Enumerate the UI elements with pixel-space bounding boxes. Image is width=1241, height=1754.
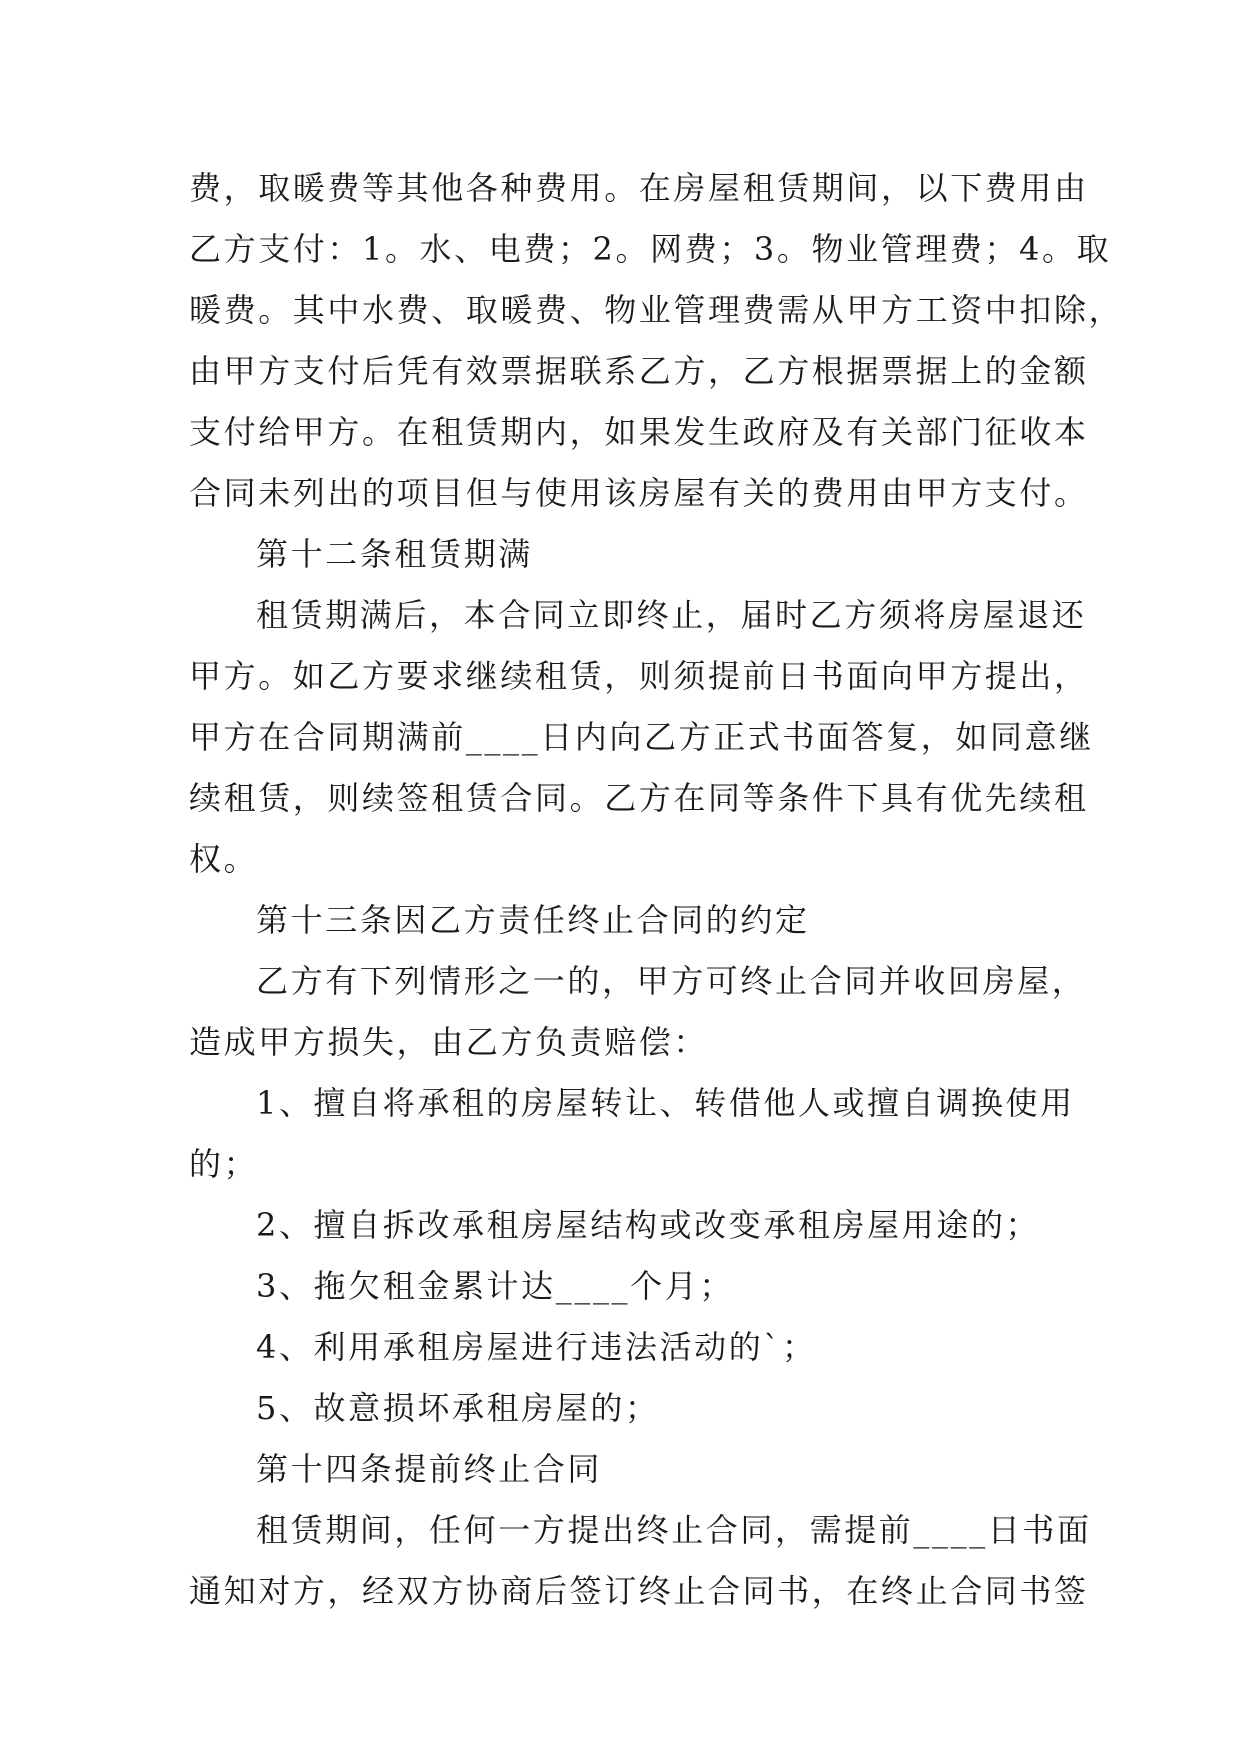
text-line: 乙方有下列情形之一的，甲方可终止合同并收回房屋， (256, 962, 1087, 1000)
list-item: 4、利用承租房屋进行违法活动的`； (256, 1328, 817, 1366)
text-line: 造成甲方损失，由乙方负责赔偿： (189, 1023, 709, 1061)
list-item: 3、拖欠租金累计达____个月； (256, 1267, 734, 1305)
text-line: 甲方在合同期满前____日内向乙方正式书面答复，如同意继 (189, 718, 1094, 756)
article-heading: 第十二条租赁期满 (256, 535, 533, 573)
list-item: 5、故意损坏承租房屋的； (256, 1389, 660, 1427)
list-item: 1、擅自将承租的房屋转让、转借他人或擅自调换使用 (256, 1084, 1075, 1122)
text-line: 权。 (189, 840, 259, 878)
text-line: 通知对方，经双方协商后签订终止合同书，在终止合同书签 (189, 1572, 1089, 1610)
text-line: 甲方。如乙方要求继续租赁，则须提前日书面向甲方提出， (189, 657, 1089, 695)
text-line: 由甲方支付后凭有效票据联系乙方，乙方根据票据上的金额 (189, 352, 1089, 390)
text-line: 合同未列出的项目但与使用该房屋有关的费用由甲方支付。 (189, 474, 1089, 512)
text-line: 支付给甲方。在租赁期内，如果发生政府及有关部门征收本 (189, 413, 1089, 451)
document-body (189, 158, 1124, 1622)
text-line: 费，取暖费等其他各种费用。在房屋租赁期间，以下费用由 (189, 169, 1089, 207)
text-line: 租赁期满后，本合同立即终止，届时乙方须将房屋退还 (256, 596, 1087, 634)
article-heading: 第十三条因乙方责任终止合同的约定 (256, 901, 810, 939)
text-line: 租赁期间，任何一方提出终止合同，需提前____日书面 (256, 1511, 1092, 1549)
list-item: 2、擅自拆改承租房屋结构或改变承租房屋用途的； (256, 1206, 1041, 1244)
text-line: 续租赁，则续签租赁合同。乙方在同等条件下具有优先续租 (189, 779, 1089, 817)
text-line: 的； (189, 1145, 259, 1183)
article-heading: 第十四条提前终止合同 (256, 1450, 603, 1488)
text-line: 乙方支付：1。水、电费；2。网费；3。物业管理费；4。取 (189, 230, 1112, 268)
text-line: 暖费。其中水费、取暖费、物业管理费需从甲方工资中扣除， (189, 291, 1124, 329)
